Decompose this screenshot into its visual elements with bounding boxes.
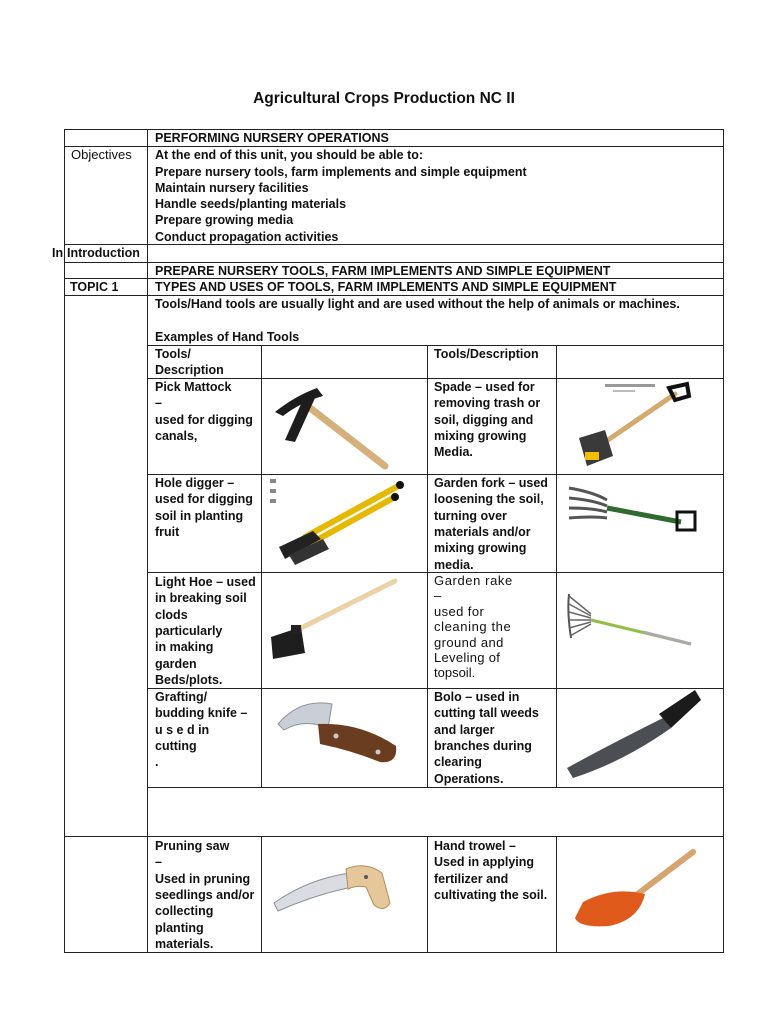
- desc-line: cleaning the: [434, 619, 512, 635]
- objective-item: Prepare nursery tools, farm implements and simple equipment: [155, 164, 527, 179]
- desc-line: soil, digging and: [434, 412, 534, 427]
- desc-line: Used in pruning: [155, 871, 251, 886]
- desc-line: Spade – used for: [434, 380, 535, 394]
- desc-line: Light Hoe – used: [155, 575, 256, 589]
- objective-item: Maintain nursery facilities: [155, 180, 309, 195]
- desc-line: branches during: [434, 738, 532, 753]
- desc-line: particularly: [155, 623, 223, 638]
- desc-line: Hand trowel –: [434, 839, 516, 853]
- desc-line: fertilizer and: [434, 871, 509, 886]
- desc-line: media.: [434, 557, 474, 572]
- desc-line: .: [155, 755, 159, 770]
- light-hoe-icon: [265, 575, 425, 667]
- introduction-prefix: In: [52, 246, 64, 260]
- desc-line: ground and: [434, 634, 504, 650]
- desc-line: seedlings and/or: [155, 887, 255, 902]
- topic-heading: TYPES AND USES OF TOOLS, FARM IMPLEMENTS AND SIMPLE EQUIPMENT: [155, 280, 617, 294]
- desc-line: soil in planting: [155, 508, 244, 523]
- desc-line: fruit: [155, 524, 180, 539]
- pruning-saw-icon: [268, 843, 408, 935]
- hand-trowel-icon: [565, 842, 700, 934]
- desc-line: and larger: [434, 722, 495, 737]
- desc-line: Used in applying: [434, 855, 535, 870]
- desc-line: cutting tall weeds: [434, 706, 539, 721]
- column-header: Tools/: [155, 347, 191, 361]
- desc-line: garden: [155, 656, 197, 671]
- desc-line: materials.: [155, 936, 214, 951]
- desc-line: used for digging: [155, 492, 253, 507]
- desc-line: u s e d in: [155, 722, 210, 737]
- desc-line: Beds/plots.: [155, 672, 223, 687]
- desc-line: Leveling of: [434, 650, 501, 665]
- desc-line: turning over: [434, 508, 507, 523]
- desc-line: –: [434, 588, 442, 604]
- desc-line: planting: [155, 920, 204, 935]
- desc-line: canals,: [155, 428, 198, 443]
- grafting-knife-icon: [270, 694, 405, 776]
- garden-rake-icon: [563, 590, 698, 660]
- desc-line: materials and/or: [434, 524, 531, 539]
- column-header-right: Tools/Description: [434, 347, 539, 361]
- introduction-label: Introduction: [67, 246, 140, 260]
- examples-heading: Examples of Hand Tools: [155, 330, 300, 344]
- desc-line: Pruning saw: [155, 839, 230, 853]
- desc-line: in making: [155, 640, 214, 655]
- desc-line: budding knife –: [155, 706, 248, 721]
- desc-line: clearing: [434, 755, 482, 770]
- desc-line: used for: [434, 603, 485, 619]
- spade-icon: [565, 380, 700, 470]
- desc-line: Garden rake: [434, 573, 513, 588]
- desc-line: Pick Mattock: [155, 380, 232, 394]
- header-row-text: PERFORMING NURSERY OPERATIONS: [155, 131, 389, 145]
- objective-item: Prepare growing media: [155, 213, 294, 228]
- desc-line: –: [155, 855, 162, 870]
- objectives-label: Objectives: [71, 147, 132, 162]
- objective-item: Handle seeds/planting materials: [155, 197, 347, 212]
- desc-line: Hole digger –: [155, 476, 235, 490]
- desc-line: cutting: [155, 738, 197, 753]
- desc-line: collecting: [155, 904, 214, 919]
- objectives-intro: At the end of this unit, you should be able to:: [155, 148, 424, 162]
- hole-digger-icon: [265, 477, 425, 569]
- column-header: Description: [155, 363, 224, 378]
- desc-line: mixing growing: [434, 428, 527, 443]
- desc-line: Operations.: [434, 771, 504, 786]
- garden-fork-icon: [563, 478, 703, 568]
- pick-mattock-icon: [265, 382, 425, 470]
- desc-line: topsoil.: [434, 665, 476, 681]
- desc-line: used for digging: [155, 412, 253, 427]
- desc-line: cultivating the soil.: [434, 887, 548, 902]
- desc-line: removing trash or: [434, 396, 541, 411]
- objective-item: Conduct propagation activities: [155, 229, 339, 244]
- desc-line: loosening the soil,: [434, 492, 544, 507]
- desc-line: clods: [155, 607, 188, 622]
- desc-line: Grafting/: [155, 690, 208, 704]
- desc-line: in breaking soil: [155, 591, 247, 606]
- desc-line: mixing growing: [434, 541, 527, 556]
- topic-label: TOPIC 1: [70, 280, 119, 294]
- page-title: Agricultural Crops Production NC II: [253, 90, 515, 107]
- section-heading: PREPARE NURSERY TOOLS, FARM IMPLEMENTS AND SIMPLE EQUIPMENT: [155, 263, 611, 278]
- bolo-icon: [563, 688, 703, 780]
- desc-line: Bolo – used in: [434, 690, 520, 704]
- desc-line: –: [155, 396, 162, 411]
- desc-line: Media.: [434, 445, 473, 460]
- hand-tools-intro: Tools/Hand tools are usually light and are used without the help of animals or machines.: [155, 297, 680, 311]
- desc-line: Garden fork – used: [434, 476, 548, 490]
